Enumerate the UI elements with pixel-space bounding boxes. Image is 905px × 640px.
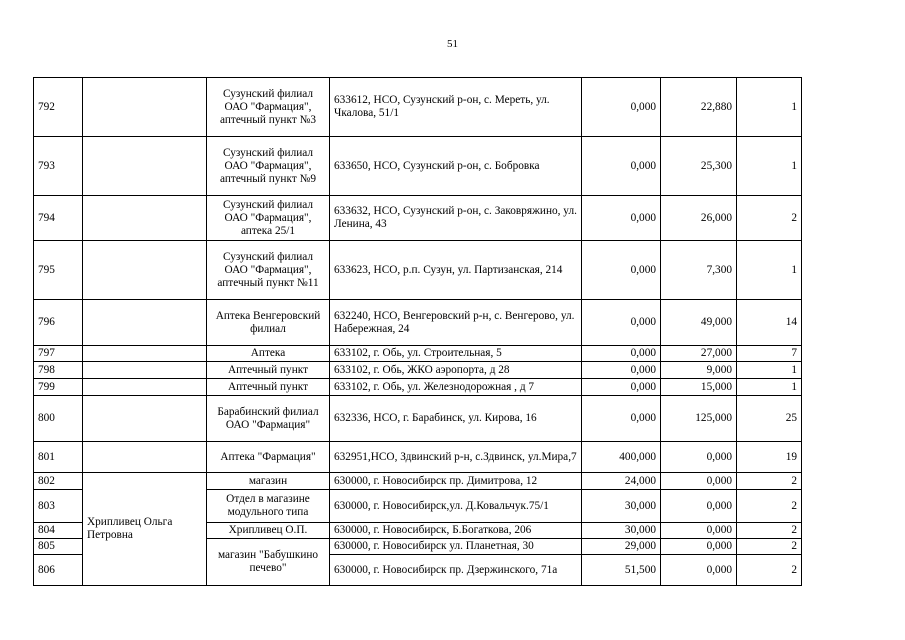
value-2: 0,000: [661, 539, 737, 555]
value-3: 2: [737, 473, 802, 490]
owner-cell: [83, 137, 207, 196]
value-3: 19: [737, 442, 802, 473]
value-3: 2: [737, 196, 802, 241]
row-number: 805: [34, 539, 83, 555]
object-address: 633623, НСО, р.п. Сузун, ул. Партизанская, 214: [330, 241, 582, 300]
value-1: 0,000: [582, 379, 661, 396]
value-1: 0,000: [582, 346, 661, 362]
row-number: 795: [34, 241, 83, 300]
value-2: 25,300: [661, 137, 737, 196]
value-1: 30,000: [582, 523, 661, 539]
value-2: 49,000: [661, 300, 737, 346]
row-number: 798: [34, 362, 83, 379]
value-3: 25: [737, 396, 802, 442]
row-number: 792: [34, 78, 83, 137]
object-address: 630000, г. Новосибирск ул. Планетная, 30: [330, 539, 582, 555]
table-row: [34, 379, 802, 396]
object-address: 630000, г. Новосибирск, Б.Богаткова, 206: [330, 523, 582, 539]
owner-cell: [83, 196, 207, 241]
value-2: 7,300: [661, 241, 737, 300]
value-3: 1: [737, 362, 802, 379]
table-row: [34, 300, 802, 346]
table-row: [34, 473, 802, 490]
owner-cell: [83, 362, 207, 379]
value-3: 2: [737, 523, 802, 539]
row-number: 803: [34, 490, 83, 523]
owner-cell: [83, 346, 207, 362]
value-1: 400,000: [582, 442, 661, 473]
object-name: Отдел в магазине модульного типа: [207, 490, 330, 523]
object-name: Аптека: [207, 346, 330, 362]
value-2: 0,000: [661, 490, 737, 523]
value-1: 0,000: [582, 241, 661, 300]
table-row: [34, 78, 802, 137]
object-name: Сузунский филиал ОАО "Фармация", аптечный пункт №9: [207, 137, 330, 196]
table-row: [34, 362, 802, 379]
value-1: 0,000: [582, 396, 661, 442]
owner-cell: [83, 241, 207, 300]
object-name: Сузунский филиал ОАО "Фармация", аптечный пункт №3: [207, 78, 330, 137]
table-row: [34, 442, 802, 473]
object-name: Аптека "Фармация": [207, 442, 330, 473]
object-name: Барабинский филиал ОАО "Фармация": [207, 396, 330, 442]
row-number: 797: [34, 346, 83, 362]
value-3: 1: [737, 379, 802, 396]
object-name: Аптека Венгеровский филиал: [207, 300, 330, 346]
value-3: 2: [737, 539, 802, 555]
object-address: 633102, г. Обь, ЖКО аэропорта, д 28: [330, 362, 582, 379]
row-number: 796: [34, 300, 83, 346]
object-name: Сузунский филиал ОАО "Фармация", аптека 25/1: [207, 196, 330, 241]
value-2: 15,000: [661, 379, 737, 396]
table-row: [34, 346, 802, 362]
owner-group-cell: Хрипливец Ольга Петровна: [83, 473, 207, 586]
object-address: 633650, НСО, Сузунский р-он, с. Бобровка: [330, 137, 582, 196]
value-2: 0,000: [661, 555, 737, 586]
value-3: 14: [737, 300, 802, 346]
value-3: 1: [737, 137, 802, 196]
object-name: магазин "Бабушкино печево": [207, 539, 330, 586]
value-3: 2: [737, 490, 802, 523]
object-name: Хрипливец О.П.: [207, 523, 330, 539]
row-number: 802: [34, 473, 83, 490]
value-1: 0,000: [582, 78, 661, 137]
value-3: 1: [737, 241, 802, 300]
value-2: 0,000: [661, 523, 737, 539]
value-2: 26,000: [661, 196, 737, 241]
owner-cell: [83, 78, 207, 137]
owner-cell: [83, 396, 207, 442]
object-address: 630000, г. Новосибирск пр. Димитрова, 12: [330, 473, 582, 490]
value-1: 0,000: [582, 362, 661, 379]
object-address: 630000, г. Новосибирск,ул. Д.Ковальчук.75/1: [330, 490, 582, 523]
value-2: 27,000: [661, 346, 737, 362]
table-row: [34, 396, 802, 442]
value-1: 0,000: [582, 300, 661, 346]
row-number: 800: [34, 396, 83, 442]
value-1: 30,000: [582, 490, 661, 523]
value-2: 0,000: [661, 442, 737, 473]
table-row: [34, 196, 802, 241]
object-address: 632336, НСО, г. Барабинск, ул. Кирова, 16: [330, 396, 582, 442]
object-name: Сузунский филиал ОАО "Фармация", аптечный пункт №11: [207, 241, 330, 300]
value-1: 29,000: [582, 539, 661, 555]
page-number: 51: [447, 38, 458, 50]
row-number: 793: [34, 137, 83, 196]
value-2: 9,000: [661, 362, 737, 379]
value-2: 22,880: [661, 78, 737, 137]
value-1: 0,000: [582, 196, 661, 241]
value-3: 1: [737, 78, 802, 137]
row-number: 801: [34, 442, 83, 473]
object-address: 633612, НСО, Сузунский р-он, с. Мереть, ул. Чкалова, 51/1: [330, 78, 582, 137]
value-1: 51,500: [582, 555, 661, 586]
value-2: 125,000: [661, 396, 737, 442]
object-address: 633102, г. Обь, ул. Строительная, 5: [330, 346, 582, 362]
row-number: 806: [34, 555, 83, 586]
owner-cell: [83, 300, 207, 346]
row-number: 799: [34, 379, 83, 396]
value-1: 0,000: [582, 137, 661, 196]
object-name: Аптечный пункт: [207, 362, 330, 379]
table-row: [34, 241, 802, 300]
object-address: 633632, НСО, Сузунский р-он, с. Заковряжино, ул. Ленина, 43: [330, 196, 582, 241]
object-name: магазин: [207, 473, 330, 490]
row-number: 804: [34, 523, 83, 539]
object-address: 632240, НСО, Венгеровский р-н, с. Венгерово, ул. Набережная, 24: [330, 300, 582, 346]
value-2: 0,000: [661, 473, 737, 490]
owner-cell: [83, 442, 207, 473]
value-3: 7: [737, 346, 802, 362]
value-3: 2: [737, 555, 802, 586]
object-address: 630000, г. Новосибирск пр. Дзержинского, 71а: [330, 555, 582, 586]
object-address: 633102, г. Обь, ул. Железнодорожная , д 7: [330, 379, 582, 396]
table-row: [34, 137, 802, 196]
object-name: Аптечный пункт: [207, 379, 330, 396]
value-1: 24,000: [582, 473, 661, 490]
row-number: 794: [34, 196, 83, 241]
registry-table: [33, 77, 802, 586]
object-address: 632951,НСО, Здвинский р-н, с.Здвинск, ул.Мира,7: [330, 442, 582, 473]
owner-cell: [83, 379, 207, 396]
